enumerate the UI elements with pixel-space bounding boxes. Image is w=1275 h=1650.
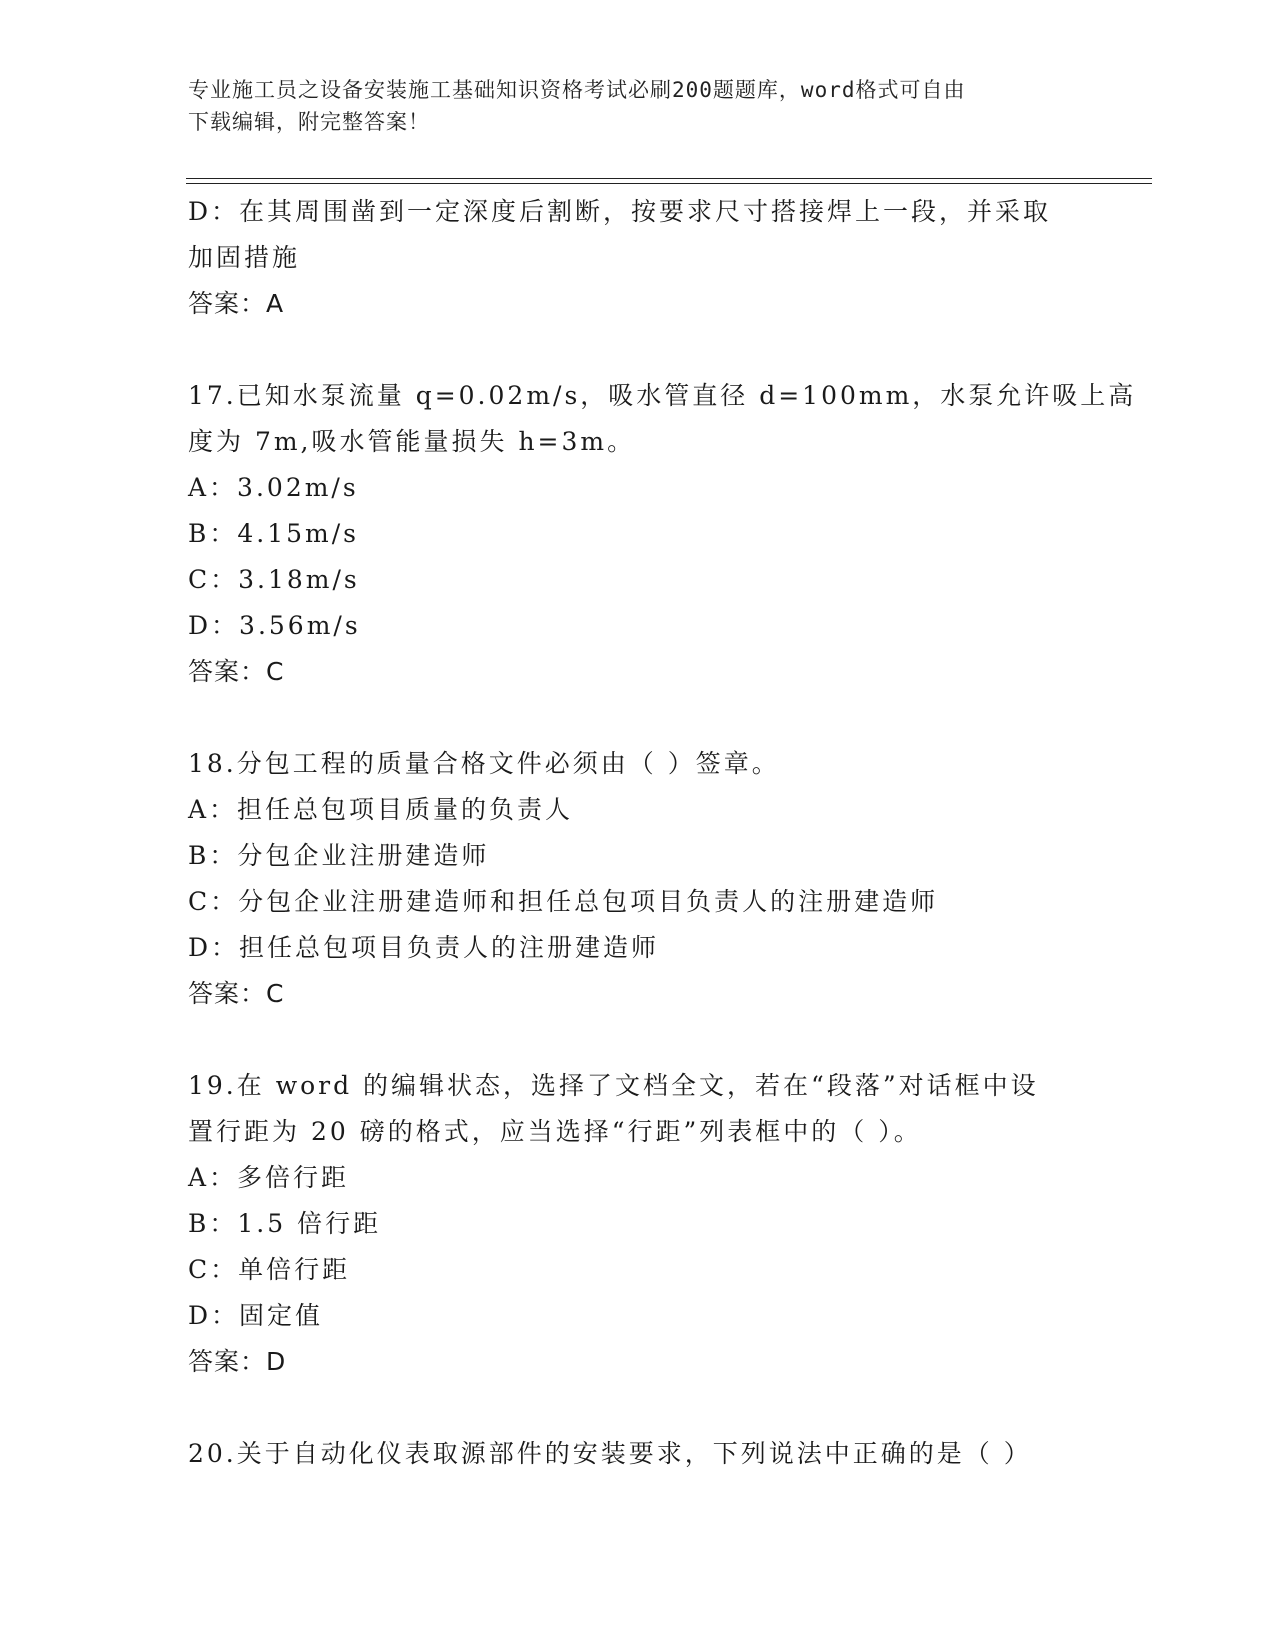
spacer	[188, 327, 1088, 373]
answer: 答案：C	[188, 979, 285, 1008]
question-16	[188, 189, 1088, 327]
question-stem: 19.在 word 的编辑状态，选择了文档全文，若在“段落”对话框中设	[188, 1071, 1039, 1100]
option-d-continued: 加固措施	[188, 243, 301, 272]
option-b: B：1.5 倍行距	[188, 1209, 382, 1238]
option-c: C：单倍行距	[188, 1255, 351, 1284]
header-divider-bottom	[186, 183, 1152, 184]
option-d: D：担任总包项目负责人的注册建造师	[188, 933, 660, 962]
question-stem: 20.关于自动化仪表取源部件的安装要求，下列说法中正确的是（ ）	[188, 1439, 1032, 1468]
option-a: A：多倍行距	[188, 1163, 350, 1192]
option-a: A：担任总包项目质量的负责人	[188, 795, 574, 824]
option-a: A：3.02m/s	[188, 473, 359, 502]
question-stem-continued: 置行距为 20 磅的格式，应当选择“行距”列表框中的（ ）。	[188, 1117, 922, 1146]
option-b: B：分包企业注册建造师	[188, 841, 490, 870]
option-d: D：固定值	[188, 1301, 324, 1330]
answer: 答案：C	[188, 657, 285, 686]
question-content	[188, 189, 1137, 1477]
option-c: C：3.18m/s	[188, 565, 360, 594]
spacer	[188, 1017, 1088, 1063]
option-d: D：3.56m/s	[188, 611, 361, 640]
spacer	[188, 695, 1088, 741]
option-d: D：在其周围凿到一定深度后割断，按要求尺寸搭接焊上一段，并采取	[188, 197, 1052, 226]
answer: 答案：D	[188, 1347, 287, 1376]
question-20	[188, 1431, 1088, 1477]
document-header	[188, 74, 1068, 138]
question-stem: 18.分包工程的质量合格文件必须由（ ）签章。	[188, 749, 780, 778]
question-19	[188, 1063, 1088, 1385]
question-18	[188, 741, 1088, 1017]
spacer	[188, 1385, 1088, 1431]
header-line-2: 下载编辑，附完整答案！	[188, 110, 430, 134]
header-line-1: 专业施工员之设备安装施工基础知识资格考试必刷200题题库，word格式可自由	[188, 78, 966, 102]
header-divider-top	[186, 178, 1152, 179]
option-c: C：分包企业注册建造师和担任总包项目负责人的注册建造师	[188, 887, 939, 916]
question-stem: 17.已知水泵流量 q=0.02m/s，吸水管直径 d=100mm，水泵允许吸上高	[188, 381, 1137, 410]
question-17	[188, 373, 1137, 695]
answer: 答案：A	[188, 289, 285, 318]
question-stem-continued: 度为 7m,吸水管能量损失 h=3m。	[188, 427, 636, 456]
option-b: B：4.15m/s	[188, 519, 359, 548]
